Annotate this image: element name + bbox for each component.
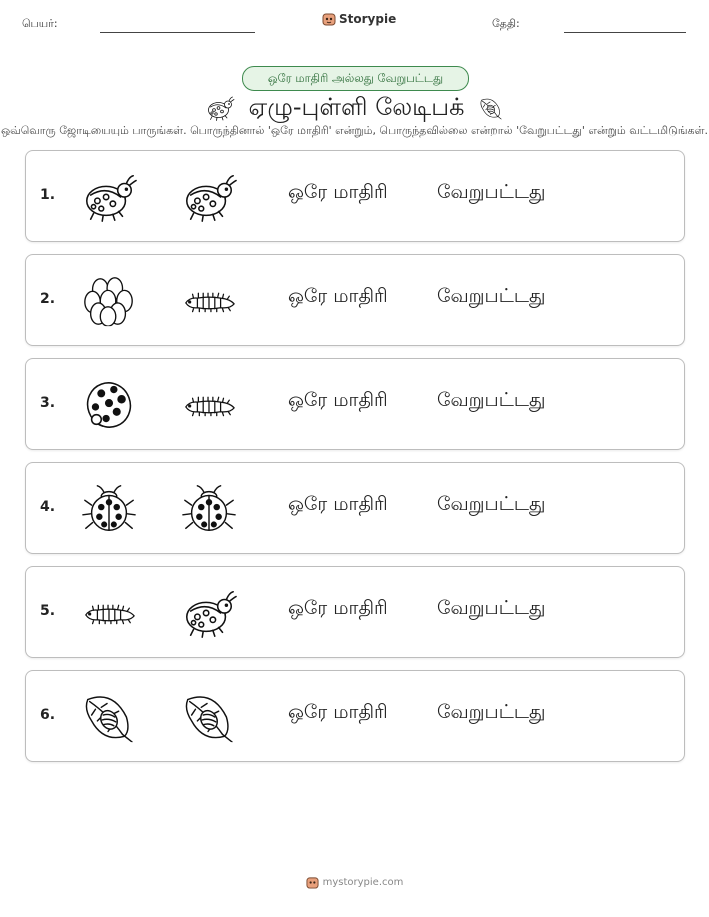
option-same[interactable]: ஒரே மாதிரி — [288, 493, 388, 515]
option-different[interactable]: வேறுபட்டது — [437, 701, 546, 723]
leaf-icon — [478, 95, 504, 121]
pair-card-5 — [25, 566, 685, 658]
option-different[interactable]: வேறுபட்டது — [437, 285, 546, 307]
ladybug-shell-icon — [80, 379, 138, 431]
name-field[interactable] — [100, 32, 255, 33]
larva-icon — [80, 587, 138, 639]
row-number: 3. — [40, 395, 56, 411]
option-same[interactable]: ஒரே மாதிரி — [288, 701, 388, 723]
option-different[interactable]: வேறுபட்டது — [437, 597, 546, 619]
pair-card-3 — [25, 358, 685, 450]
option-different[interactable]: வேறுபட்டது — [437, 493, 546, 515]
storypie-logo-icon — [306, 876, 319, 889]
brand-logo — [322, 12, 396, 26]
date-field[interactable] — [564, 32, 686, 33]
pair-card-6 — [25, 670, 685, 762]
brand-name: Storypie — [339, 12, 397, 26]
ladybug-icon — [205, 95, 235, 121]
row-number: 1. — [40, 187, 56, 203]
pair-card-2 — [25, 254, 685, 346]
larva-icon — [180, 379, 238, 431]
date-label: தேதி: — [492, 17, 520, 30]
name-label: பெயர்: — [22, 17, 58, 30]
pupa-leaf-icon — [80, 691, 138, 743]
ladybug-side-icon — [180, 171, 238, 223]
option-same[interactable]: ஒரே மாதிரி — [288, 389, 388, 411]
worksheet-header — [0, 0, 709, 50]
row-number: 2. — [40, 291, 56, 307]
option-same[interactable]: ஒரே மாதிரி — [288, 181, 388, 203]
ladybug-side-icon — [80, 171, 138, 223]
storypie-logo-icon — [322, 12, 336, 26]
instructions: ஒவ்வொரு ஜோடியையும் பாருங்கள். பொருந்தினால் 'ஒரே மாதிரி' என்றும், பொருந்தவில்லை என்றால் 'வேறுபட்டது' என்றும் வட்டமிடுங்கள். — [0, 124, 709, 137]
pupa-leaf-icon — [180, 691, 238, 743]
pair-card-1 — [25, 150, 685, 242]
option-same[interactable]: ஒரே மாதிரி — [288, 285, 388, 307]
row-number: 6. — [40, 707, 56, 723]
page-title: ஏழு-புள்ளி லேடிபக் — [248, 92, 465, 121]
worksheet-type-badge: ஒரே மாதிரி அல்லது வேறுபட்டது — [242, 66, 469, 91]
row-number: 5. — [40, 603, 56, 619]
larva-icon — [180, 275, 238, 327]
pair-card-4 — [25, 462, 685, 554]
ladybug-top-icon — [180, 483, 238, 535]
row-number: 4. — [40, 499, 56, 515]
footer-url[interactable]: mystorypie.com — [322, 877, 404, 888]
ladybug-side-icon — [180, 587, 238, 639]
option-different[interactable]: வேறுபட்டது — [437, 181, 546, 203]
eggs-icon — [80, 275, 138, 327]
option-different[interactable]: வேறுபட்டது — [437, 389, 546, 411]
footer — [0, 876, 709, 889]
title-row — [0, 90, 709, 126]
ladybug-top-icon — [80, 483, 138, 535]
option-same[interactable]: ஒரே மாதிரி — [288, 597, 388, 619]
